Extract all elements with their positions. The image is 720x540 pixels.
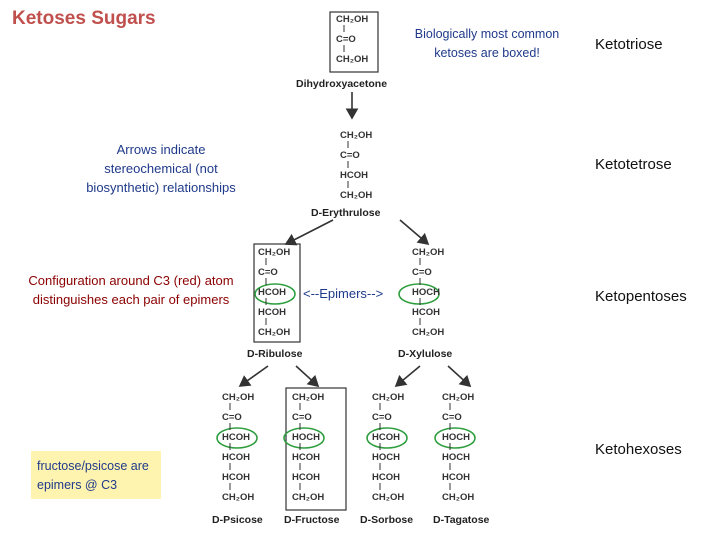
arrow-xylulose-sorbose (396, 366, 420, 386)
sugar-name-sorbose: D-Sorbose (360, 514, 414, 526)
structure-row: HOCH (442, 452, 470, 463)
structure-row: HCOH (372, 432, 400, 443)
structure-row: CH₂OH (412, 327, 445, 338)
sugar-name-tagatose: D-Tagatose (433, 514, 490, 526)
sugar-name-dihydroxyacetone: Dihydroxyacetone (296, 78, 388, 90)
structure-row: C=O (340, 150, 360, 161)
structure-erythrulose (311, 130, 381, 219)
structure-row: CH₂OH (336, 14, 369, 25)
arrow-tetrose-xylulose (400, 220, 428, 244)
structure-row: CH₂OH (372, 492, 405, 503)
structure-row: HOCH (442, 432, 470, 443)
structure-row: CH₂OH (222, 392, 255, 403)
structure-row: HCOH (442, 472, 470, 483)
structure-row: CH₂OH (258, 327, 291, 338)
structure-psicose (212, 392, 263, 526)
structure-row: C=O (258, 267, 278, 278)
boxed-note: Biologically most common ketoses are boxed! (414, 27, 560, 60)
structure-tagatose (433, 392, 490, 526)
structure-row: HCOH (258, 307, 286, 318)
epimers-label: <--Epimers--> (303, 286, 384, 301)
arrow-ribulose-psicose (240, 366, 268, 386)
structure-row: HCOH (372, 472, 400, 483)
sugar-name-erythrulose: D-Erythrulose (311, 207, 381, 219)
class-label-ketotetrose: Ketotetrose (595, 156, 672, 173)
configuration-note: Configuration around C3 (red) atom distinguishes each pair of epimers (28, 273, 234, 307)
structure-row: CH₂OH (412, 247, 445, 258)
structure-row: CH₂OH (372, 392, 405, 403)
structure-row: CH₂OH (340, 130, 373, 141)
arrows-note: Arrows indicate stereochemical (not biosynthetic) relationships (86, 142, 236, 195)
sugar-name-ribulose: D-Ribulose (247, 348, 303, 360)
structure-row: HCOH (412, 307, 440, 318)
structure-row: HCOH (292, 472, 320, 483)
structure-row: C=O (222, 412, 242, 423)
structure-row: C=O (336, 34, 356, 45)
structure-row: C=O (372, 412, 392, 423)
structure-row: C=O (292, 412, 312, 423)
sugar-name-fructose: D-Fructose (284, 514, 340, 526)
structure-row: HCOH (222, 432, 250, 443)
structure-row: CH₂OH (292, 392, 325, 403)
structure-sorbose (360, 392, 413, 526)
structure-row: CH₂OH (258, 247, 291, 258)
arrow-xylulose-tagatose (448, 366, 470, 386)
structure-row: HCOH (340, 170, 368, 181)
structure-fructose (284, 392, 340, 526)
sugar-name-xylulose: D-Xylulose (398, 348, 453, 360)
structure-row: C=O (412, 267, 432, 278)
structure-dihydroxyacetone (296, 14, 387, 90)
structure-row: HOCH (372, 452, 400, 463)
structure-row: HCOH (258, 287, 286, 298)
fructose-note: fructose/psicose are epimers @ C3 (31, 451, 161, 499)
structure-row: CH₂OH (336, 54, 369, 65)
arrow-tetrose-ribulose (286, 220, 333, 244)
structure-row: HOCH (412, 287, 440, 298)
sugar-name-psicose: D-Psicose (212, 514, 263, 526)
structure-row: CH₂OH (292, 492, 325, 503)
structure-row: CH₂OH (442, 492, 475, 503)
structure-row: C=O (442, 412, 462, 423)
class-label-ketotriose: Ketotriose (595, 36, 663, 53)
structure-row: HOCH (292, 432, 320, 443)
structure-row: CH₂OH (442, 392, 475, 403)
structure-row: HCOH (222, 452, 250, 463)
arrow-ribulose-fructose (296, 366, 318, 386)
structure-row: HCOH (292, 452, 320, 463)
structure-row: CH₂OH (222, 492, 255, 503)
structure-row: HCOH (222, 472, 250, 483)
page-title: Ketoses Sugars (12, 8, 156, 29)
class-label-ketopentoses: Ketopentoses (595, 288, 687, 305)
structure-row: CH₂OH (340, 190, 373, 201)
class-label-ketohexoses: Ketohexoses (595, 441, 682, 458)
